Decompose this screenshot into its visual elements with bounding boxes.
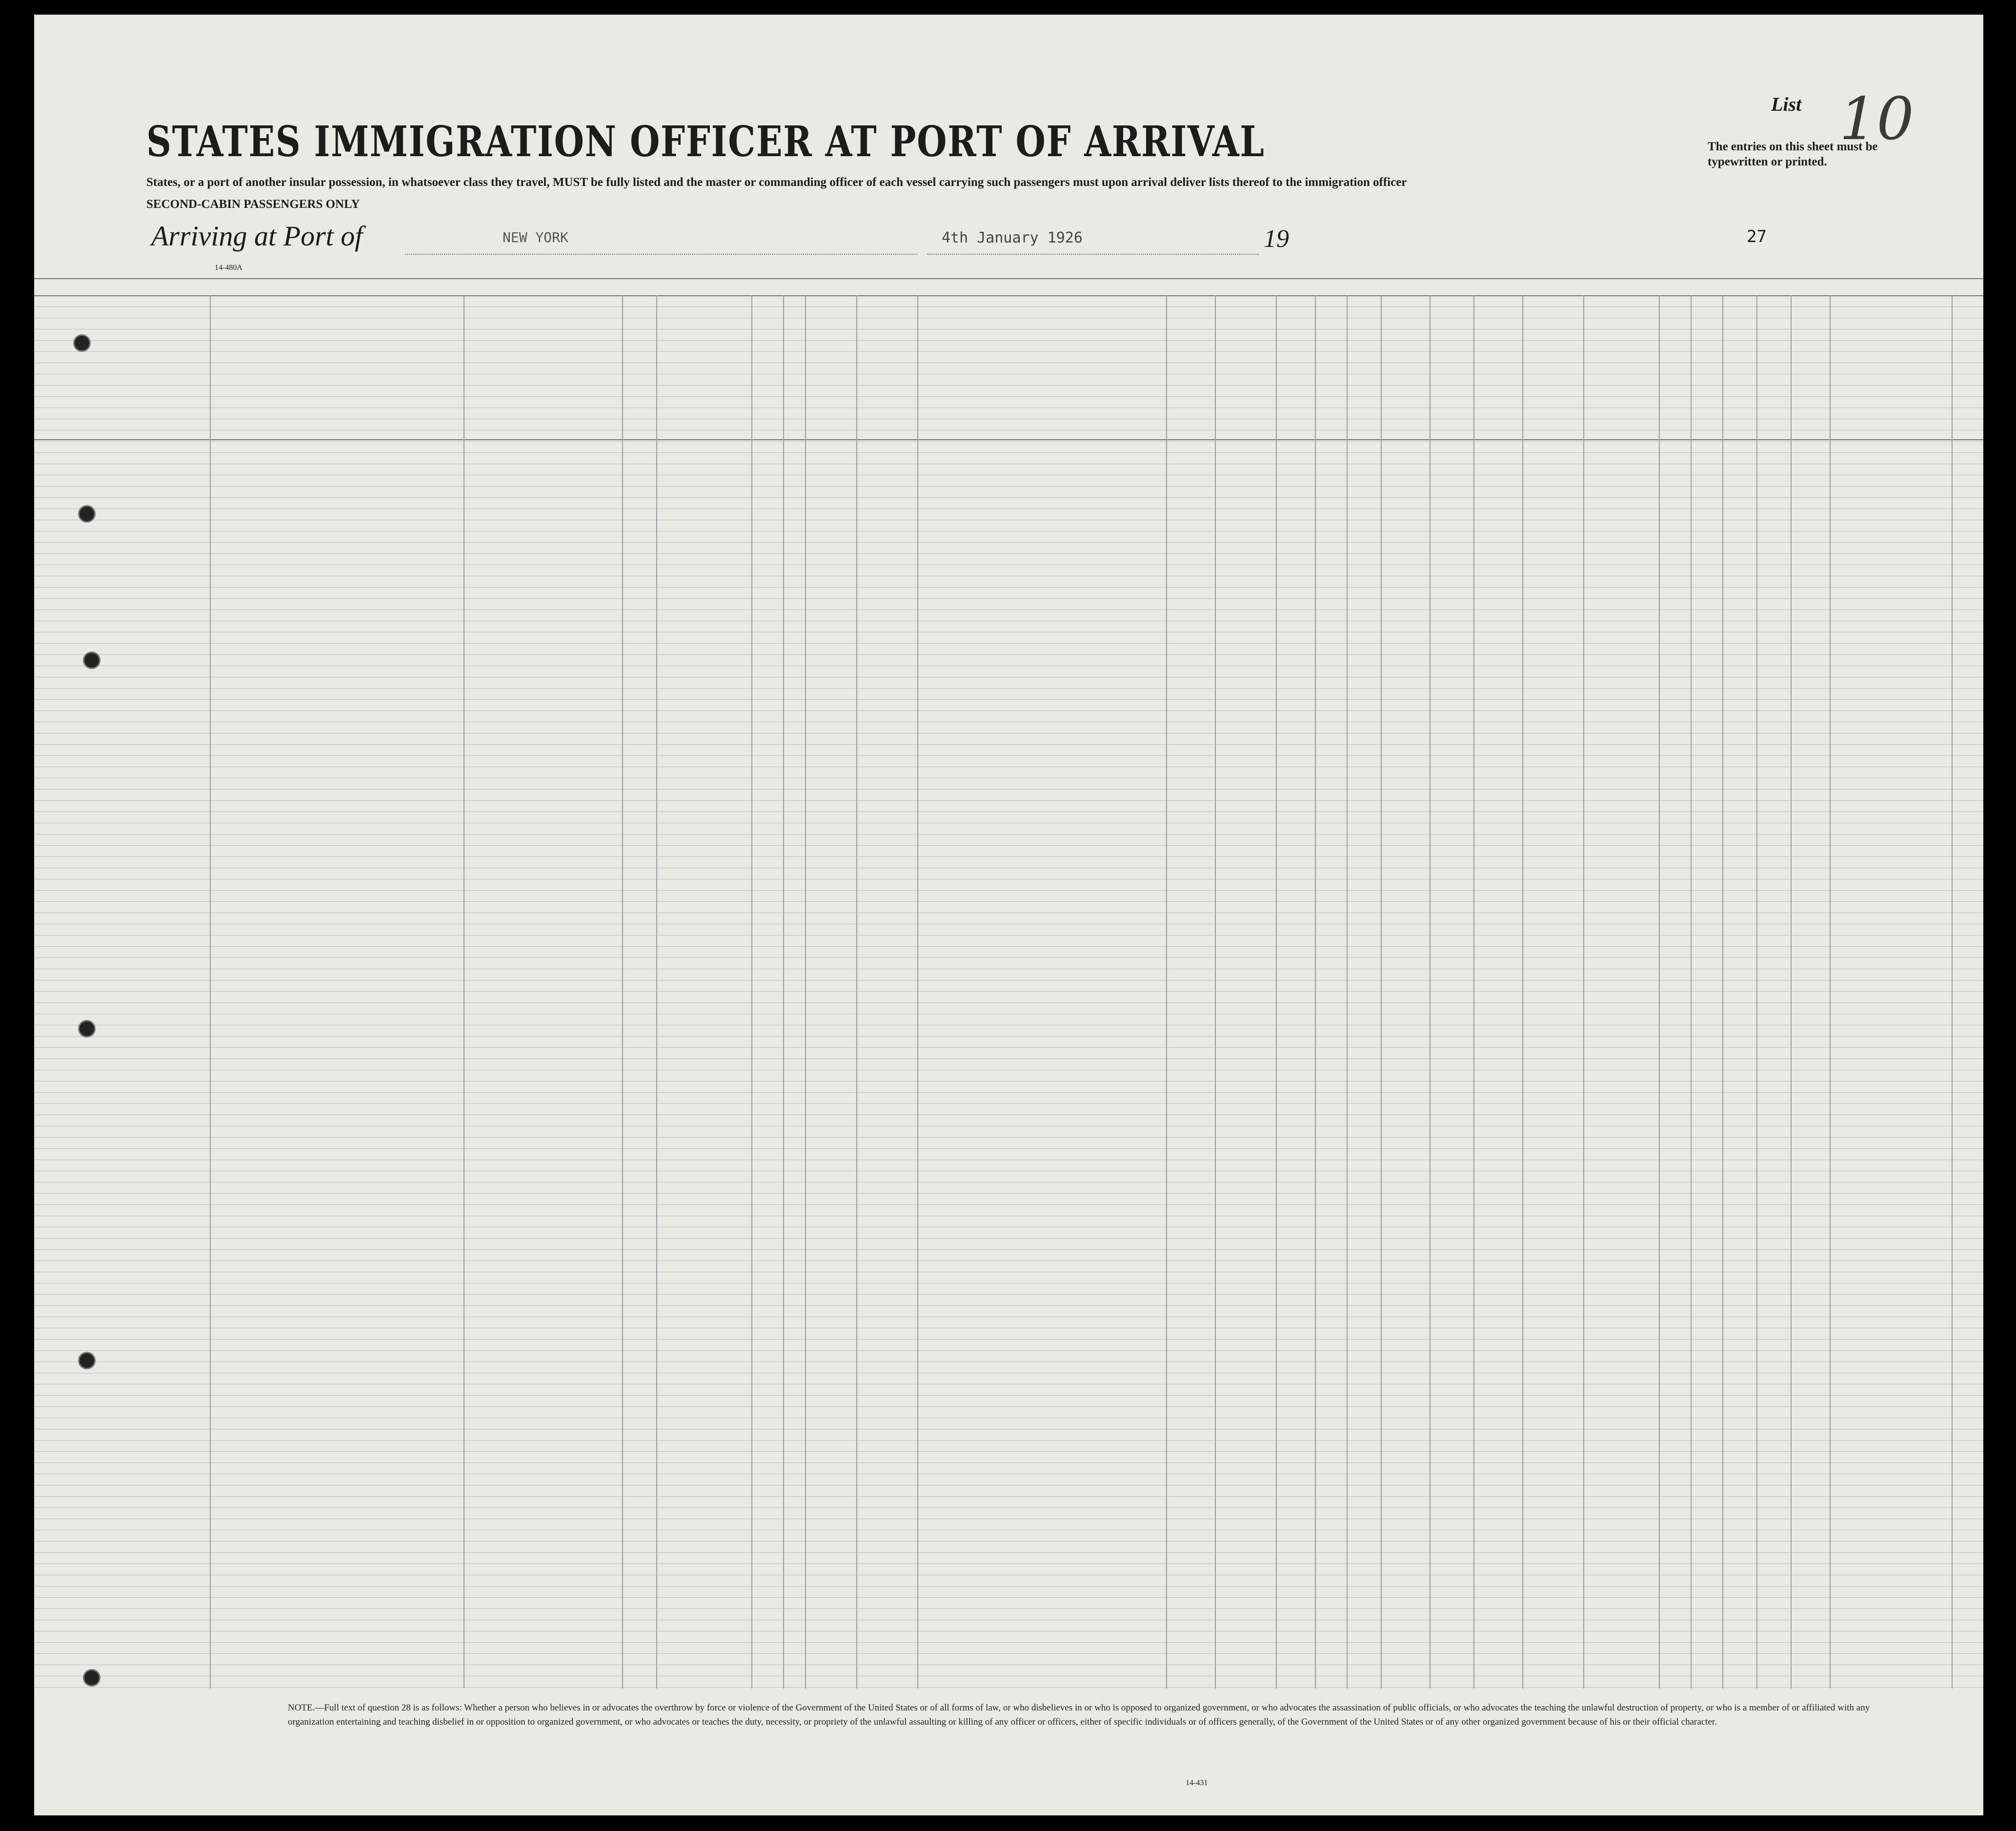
column-header bbox=[634, 327, 665, 429]
form-code: 14-480A bbox=[215, 264, 242, 272]
footer-code: 14-431 bbox=[1186, 1779, 1208, 1787]
column-rule bbox=[210, 295, 211, 1689]
binder-hole bbox=[83, 651, 101, 669]
column-header bbox=[1326, 327, 1354, 429]
column-rule bbox=[1166, 295, 1167, 1689]
column-header bbox=[1447, 327, 1487, 429]
column-rule bbox=[622, 295, 623, 1689]
binder-hole bbox=[78, 505, 96, 523]
column-rule bbox=[783, 295, 784, 1689]
column-rule bbox=[1522, 295, 1523, 1689]
column-rule bbox=[1430, 295, 1431, 1689]
date-underline bbox=[927, 254, 1259, 255]
column-rule bbox=[1691, 295, 1692, 1689]
arriving-label: Arriving at Port of bbox=[151, 220, 363, 252]
column-header bbox=[1493, 327, 1538, 429]
column-rule bbox=[656, 295, 657, 1689]
arrival-underline bbox=[405, 254, 917, 255]
column-header bbox=[1359, 327, 1389, 429]
sheet-code: 27 bbox=[1747, 227, 1767, 246]
column-rule bbox=[1583, 295, 1584, 1689]
column-header bbox=[1734, 327, 1765, 429]
column-rule bbox=[751, 295, 752, 1689]
binder-hole bbox=[78, 1020, 96, 1038]
typewritten-note: The entries on this sheet must be typewritten or printed. bbox=[1708, 140, 1878, 169]
column-rule bbox=[1722, 295, 1723, 1689]
column-rule bbox=[856, 295, 857, 1689]
binder-hole bbox=[73, 334, 91, 352]
column-header bbox=[763, 327, 790, 429]
port-value: NEW YORK bbox=[503, 229, 568, 245]
column-rule bbox=[805, 295, 806, 1689]
column-rule bbox=[1315, 295, 1316, 1689]
column-rule bbox=[1791, 295, 1792, 1689]
binder-hole bbox=[78, 1352, 96, 1369]
year-prefix: 19 bbox=[1264, 225, 1289, 253]
column-rule bbox=[1347, 295, 1348, 1689]
column-rule bbox=[1952, 295, 1953, 1689]
column-rule bbox=[917, 295, 918, 1689]
list-label: List bbox=[1771, 93, 1802, 115]
binder-hole bbox=[83, 1669, 101, 1687]
arrival-date: 4th January 1926 bbox=[942, 229, 1083, 246]
class-line: SECOND-CABIN PASSENGERS ONLY bbox=[146, 198, 360, 211]
manifest-sheet bbox=[34, 15, 1983, 1815]
list-number: 10 bbox=[1839, 85, 1914, 153]
column-header bbox=[1400, 327, 1445, 429]
column-header bbox=[1290, 327, 1326, 429]
column-rule bbox=[1215, 295, 1216, 1689]
form-subtitle: States, or a port of another insular possession, in whatsoever class they travel, MUST be fully listed and the master or commanding officer of each vessel carrying such passengers must upon arrival deliver lists thereof to the immigration officer bbox=[146, 176, 1407, 189]
column-rule bbox=[1381, 295, 1382, 1689]
column-rule bbox=[1473, 295, 1474, 1689]
form-title: STATES IMMIGRATION OFFICER AT PORT OF ARRIVAL bbox=[146, 117, 1265, 166]
header-rule bbox=[34, 278, 1983, 279]
column-rule bbox=[1830, 295, 1831, 1689]
column-rule bbox=[1276, 295, 1277, 1689]
column-rule bbox=[1756, 295, 1757, 1689]
column-rule bbox=[1659, 295, 1660, 1689]
footer-note: NOTE.—Full text of question 28 is as follows: Whether a person who believes in or advocates the overthrow by force or violence of the Government of the United States or of all forms of law, or who disbelieves in or who is opposed to organized government, or who advocates the assassination of public officials, or who advocates the teaching the unlawful destruction of property, or who is a member of or affiliated with any organization entertaining and teaching disbelief in or opposition to organized government, or who advocates or teaches the duty, necessity, or propriety of the unlawful assaulting or killing of any officer or officers, either of specific individuals or of officers generally, of the Government of the United States or of any other organized government because of his or their official character. bbox=[288, 1703, 1870, 1728]
